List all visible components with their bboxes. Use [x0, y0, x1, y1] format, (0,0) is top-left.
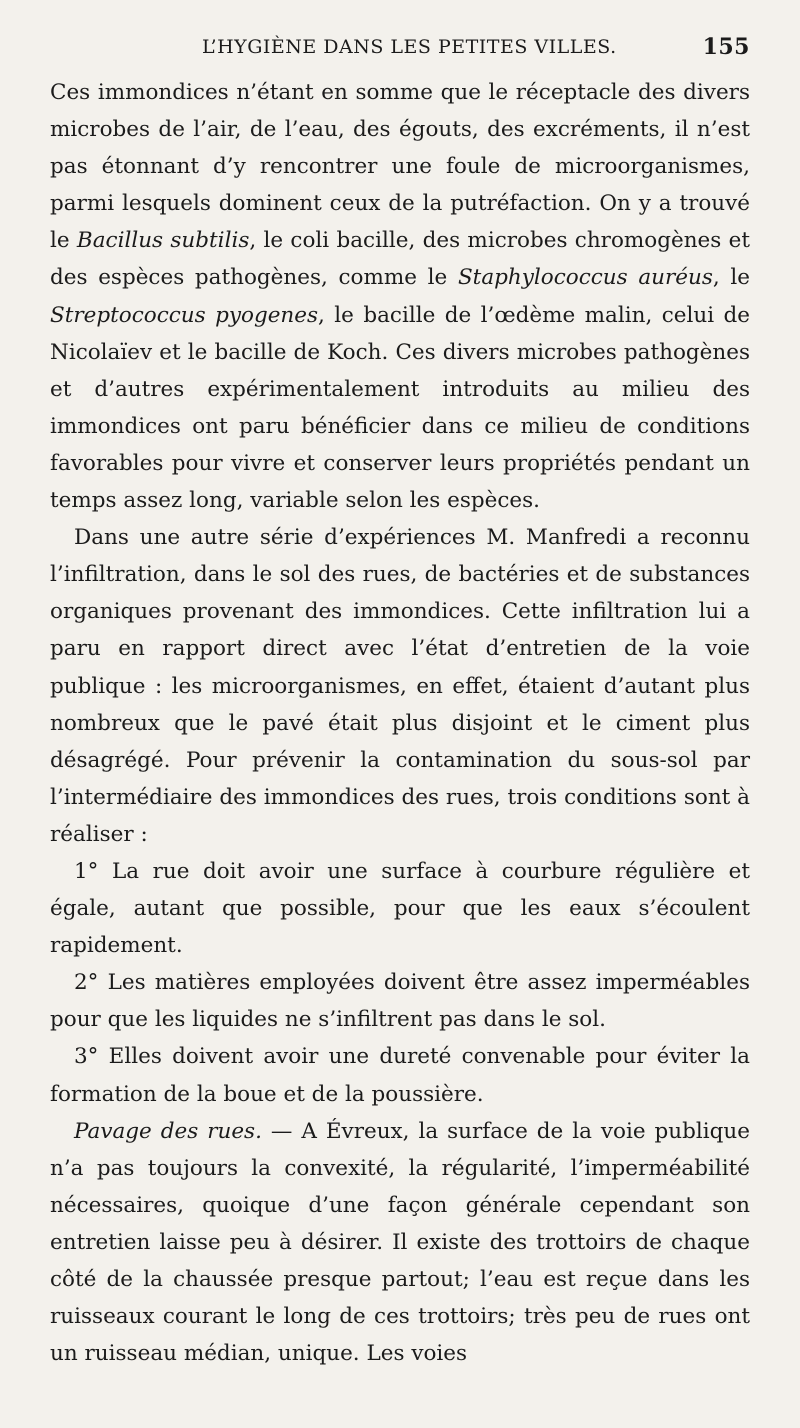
species-name: Bacillus subtilis [76, 228, 250, 254]
running-header [50, 34, 750, 74]
paragraph-text: , le [712, 265, 750, 291]
species-name: Staphylococcus auréus [457, 265, 713, 291]
section-heading: Pavage des rues. [74, 1118, 262, 1144]
paragraph-manfredi: Dans une autre série d’expériences M. Manfredi a reconnu l’infiltration, dans le sol des rues, de bactéries et de substances organiques provenant des immondices. Cette infiltration lui a paru en rapport direct avec l’état d’entretien de la voie publique : les microorganismes, en effet, étaient d’autant plus nombreux que le pavé était plus disjoint et le ciment plus désagrégé. Pour prévenir la contamination du sous-sol par l’intermédiaire des immondices des rues, trois conditions sont à réaliser : [50, 525, 750, 847]
paragraph-text: Ces immondices n’étant en somme que le réceptacle des divers microbes de l’air, de l’eau, des égouts, des excréments, il n’est pas étonnant d’y rencontrer une foule de microorganismes, parmi lesquels dominent ceux de la putréfaction. On y a trouvé le [50, 80, 750, 254]
paragraph-text: , le bacille de l’œdème malin, celui de Nicolaïev et le bacille de Koch. Ces divers microbes pathogènes et d’autres expérimentalement introduits au milieu des immondices ont paru bénéficier dans ce milieu de conditions favorables pour vivre et conserver leurs propriétés pendant un temps assez long, variable selon les espèces. [50, 302, 750, 514]
condition-1: 1° La rue doit avoir une surface à courbure régulière et égale, autant que possible, pour que les eaux s’écoulent rapidement. [50, 858, 750, 959]
running-title: L’HYGIÈNE DANS LES PETITES VILLES. [202, 36, 617, 58]
paragraph-text: , le coli bacille, des microbes chromogènes et des espèces pathogènes, comme le [50, 228, 750, 291]
paragraph-pavage [50, 1113, 750, 1373]
page-number: 155 [702, 34, 750, 60]
paragraph-text: — A Évreux, la surface de la voie publique n’a pas toujours la convexité, la régularité, l’imperméabilité nécessaires, quoique d’une façon générale cependant son entretien laisse peu à désirer. Il existe des trottoirs de chaque côté de la chaussée presque partout; l’eau est reçue dans les ruisseaux courant le long de ces trottoirs; très peu de rues ont un ruisseau médian, unique. Les voies [50, 1118, 750, 1367]
condition-3: 3° Elles doivent avoir une dureté convenable pour éviter la formation de la boue et de la poussière. [50, 1044, 750, 1107]
page-body [50, 74, 750, 1372]
species-name: Streptococcus pyogenes [50, 302, 319, 328]
paragraph-immondices-microbes [50, 74, 750, 519]
condition-2: 2° Les matières employées doivent être assez imperméables pour que les liquides ne s’infiltrent pas dans le sol. [50, 970, 750, 1033]
